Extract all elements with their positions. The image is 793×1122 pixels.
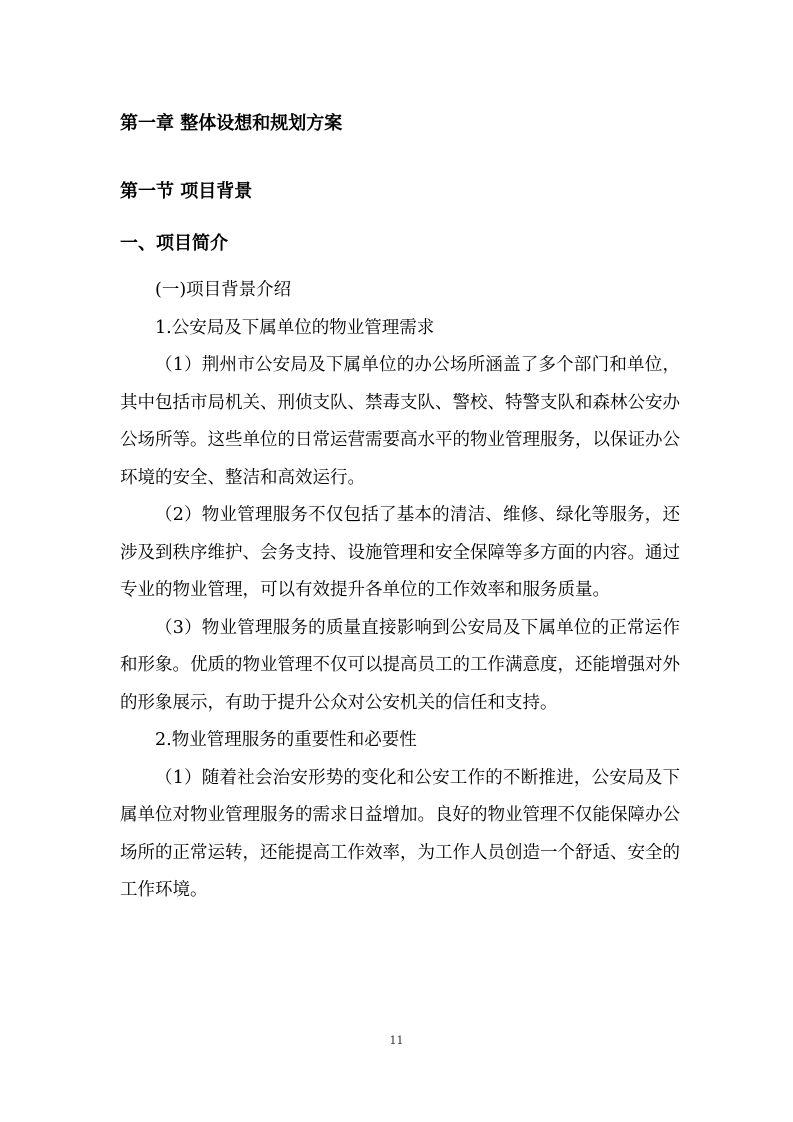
paragraph: （1）随着社会治安形势的变化和公安工作的不断推进，公安局及下属单位对物业管理服务的需求日益增加。良好的物业管理不仅能保障办公场所的正常运转，还能提高工作效率，为工作人员创造一个舒适、安全的工作环境。 (120, 767, 680, 900)
page-number: 11 (389, 1034, 404, 1047)
body-text (120, 272, 680, 910)
paragraph-heading-intro: (一)项目背景介绍 (155, 280, 292, 300)
paragraph-heading-needs: 1.公安局及下属单位的物业管理需求 (155, 317, 435, 338)
paragraph-heading-importance: 2.物业管理服务的重要性和必要性 (155, 730, 417, 750)
subsection-title: 一、项目简介 (120, 233, 228, 254)
paragraph: （3）物业管理服务的质量直接影响到公安局及下属单位的正常运作和形象。优质的物业管理不仅可以提高员工的工作满意度，还能增强对外的形象展示，有助于提升公众对公安机关的信任和支持。 (120, 617, 680, 713)
paragraph: （2）物业管理服务不仅包括了基本的清洁、维修、绿化等服务，还涉及到秩序维护、会务支持、设施管理和安全保障等多方面的内容。通过专业的物业管理，可以有效提升各单位的工作效率和服务质量。 (120, 505, 680, 600)
chapter-title: 第一章 整体设想和规划方案 (120, 113, 343, 134)
section-title: 第一节 项目背景 (120, 181, 253, 202)
paragraph: （1）荆州市公安局及下属单位的办公场所涵盖了多个部门和单位，其中包括市局机关、刑侦支队、禁毒支队、警校、特警支队和森林公安办公场所等。这些单位的日常运营需要高水平的物业管理服务，以保证办公环境的安全、整洁和高效运行。 (120, 355, 680, 488)
